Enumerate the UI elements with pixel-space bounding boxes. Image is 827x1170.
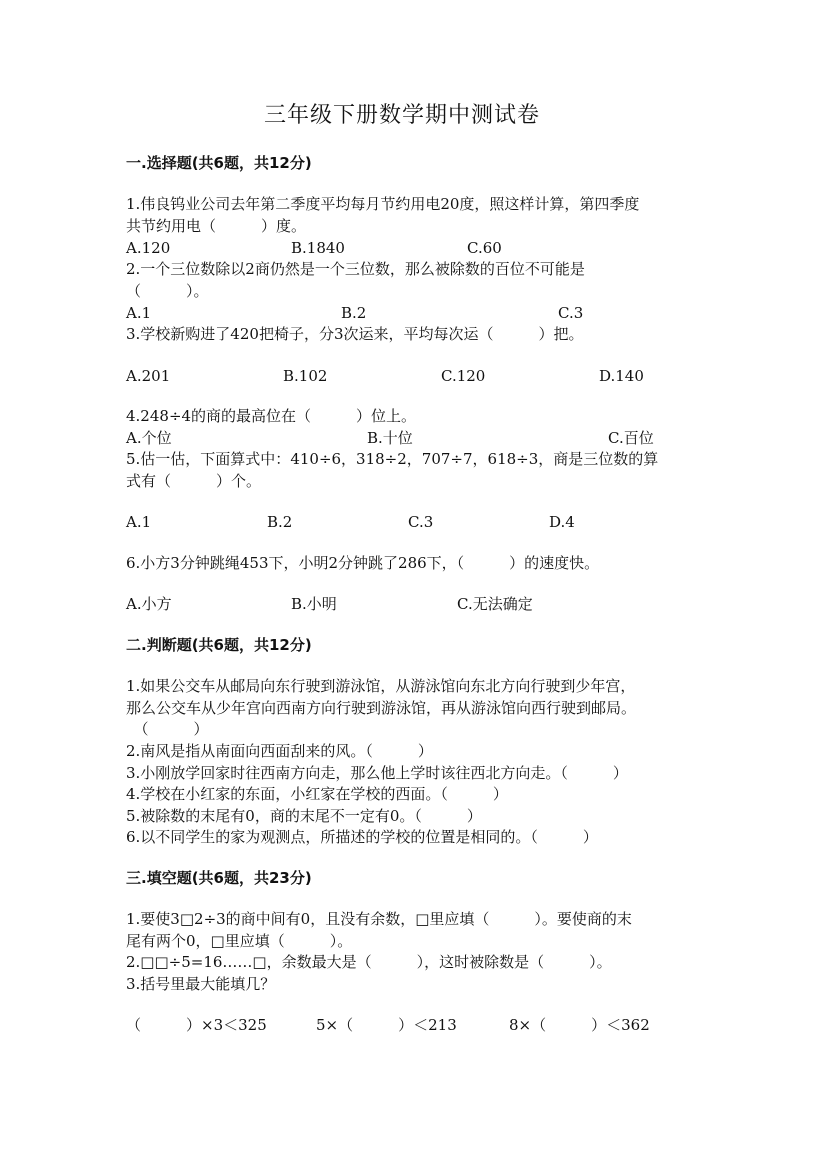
question-text: 5.被除数的末尾有0，商的末尾不一定有0。（ ） <box>126 807 482 825</box>
question-text: 2.□□÷5=16……□，余数最大是（ ），这时被除数是（ ）。 <box>126 953 612 971</box>
option-c: C.60 <box>467 239 502 257</box>
option-d: D.140 <box>599 367 644 385</box>
question-text: 共节约用电（ ）度。 <box>126 217 307 235</box>
question-text: 3.小刚放学回家时往西南方向走，那么他上学时该往西北方向走。（ ） <box>126 764 628 782</box>
option-d: D.4 <box>549 513 575 531</box>
question-text: 1.如果公交车从邮局向东行驶到游泳馆，从游泳馆向东北方向行驶到少年宫， <box>126 677 636 695</box>
question-text: 6.以不同学生的家为观测点，所描述的学校的位置是相同的。（ ） <box>126 828 598 846</box>
question-text: 4.学校在小红家的东面，小红家在学校的西面。（ ） <box>126 785 508 803</box>
option-c: C.3 <box>558 304 584 322</box>
option-b: B.小明 <box>291 595 337 613</box>
option-b: B.2 <box>341 304 367 322</box>
option-b: B.1840 <box>291 239 345 257</box>
question-text: 6.小方3分钟跳绳453下，小明2分钟跳了286下，（ ）的速度快。 <box>126 554 600 572</box>
question-text: 式有（ ）个。 <box>126 472 262 490</box>
section-heading-choice: 一.选择题(共6题，共12分) <box>126 154 312 172</box>
question-text: 3.括号里最大能填几？ <box>126 975 276 993</box>
option-a: A.个位 <box>126 429 172 447</box>
question-text: 5.估一估，下面算式中：410÷6，318÷2，707÷7，618÷3，商是三位数的算 <box>126 450 659 468</box>
question-text: 4.248÷4的商的最高位在（ ）位上。 <box>126 407 417 425</box>
option-b: B.102 <box>283 367 328 385</box>
question-text: 尾有两个0，□里应填（ ）。 <box>126 932 353 950</box>
option-a: A.1 <box>126 304 152 322</box>
inequality-item: （ ）×3＜325 <box>126 1016 267 1034</box>
option-c: C.3 <box>408 513 434 531</box>
question-text: 1.伟良钨业公司去年第二季度平均每月节约用电20度，照这样计算，第四季度 <box>126 195 640 213</box>
option-c: C.120 <box>441 367 486 385</box>
option-a: A.小方 <box>126 595 172 613</box>
question-text: （ ）。 <box>126 282 209 300</box>
page-title: 三年级下册数学期中测试卷 <box>264 103 541 128</box>
question-text: 2.一个三位数除以2商仍然是一个三位数，那么被除数的百位不可能是 <box>126 260 585 278</box>
option-a: A.120 <box>126 239 171 257</box>
question-text: 2.南风是指从南面向西面刮来的风。（ ） <box>126 742 433 760</box>
option-a: A.201 <box>126 367 171 385</box>
option-a: A.1 <box>126 513 152 531</box>
inequality-item: 8×（ ）＜362 <box>509 1016 650 1034</box>
section-heading-judgment: 二.判断题(共6题，共12分) <box>126 636 312 654</box>
section-heading-fill-in: 三.填空题(共6题，共23分) <box>126 869 312 887</box>
question-text: （ ） <box>126 720 209 738</box>
inequality-item: 5×（ ）＜213 <box>316 1016 457 1034</box>
option-b: B.十位 <box>367 429 413 447</box>
option-c: C.百位 <box>608 429 654 447</box>
question-text: 那么公交车从少年宫向西南方向行驶到游泳馆，再从游泳馆向西行驶到邮局。 <box>126 699 637 717</box>
option-c: C.无法确定 <box>457 595 533 613</box>
question-text: 3.学校新购进了420把椅子，分3次运来，平均每次运（ ）把。 <box>126 325 584 343</box>
option-b: B.2 <box>267 513 293 531</box>
question-text: 1.要使3□2÷3的商中间有0，且没有余数，□里应填（ ）。要使商的末 <box>126 910 632 928</box>
